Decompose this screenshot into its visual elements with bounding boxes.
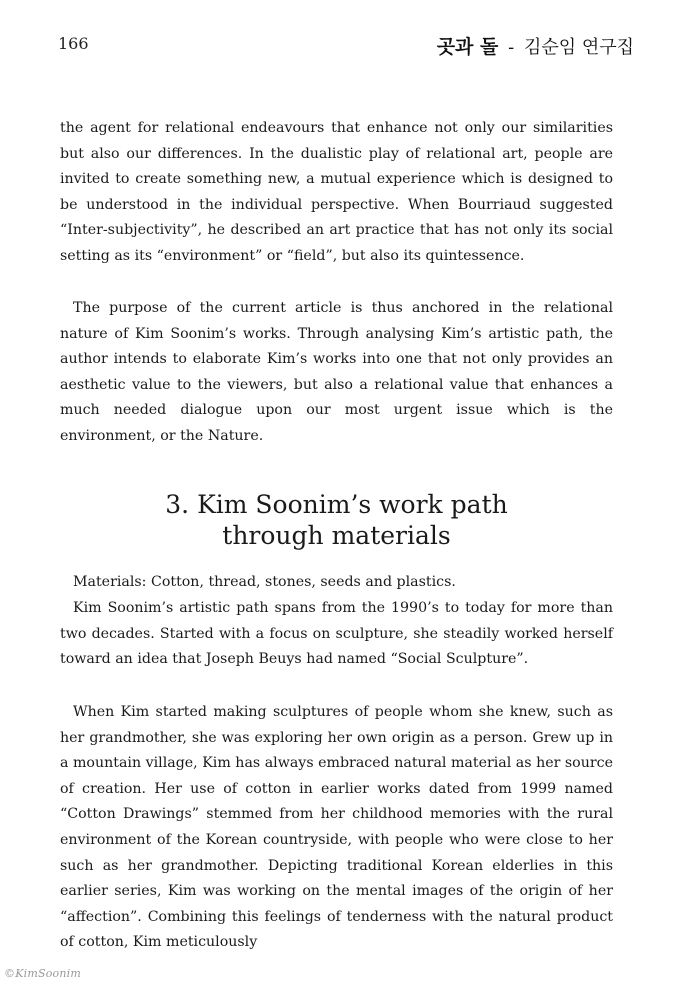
- book-title: 곳과 돌: [436, 36, 499, 58]
- copyright-watermark: ©KimSoonim: [4, 967, 81, 980]
- running-header: [437, 32, 634, 59]
- paragraph-relational-art: the agent for relational endeavours that enhance not only our similarities but also our differences. In the dualistic play of relational art, people are invited to create something new, a mutual experience which is designed to be understood in the individual perspective. When Bourriaud suggested “Inter-subjectivity”, he described an art practice that has not only its social setting as its “environment” or “field”, but also its quintessence.: [60, 120, 613, 264]
- page-number: 166: [58, 34, 89, 53]
- paragraph-article-purpose: The purpose of the current article is thus anchored in the relational nature of Kim Soonim’s works. Through analysing Kim’s artistic path, the author intends to elaborate Kim’s works into one that not only provides an aesthetic value to the viewers, but also a relational value that enhances a much needed dialogue upon our most urgent issue which is the environment, or the Nature.: [60, 300, 613, 444]
- paragraph-materials: Materials: Cotton, thread, stones, seeds and plastics.: [73, 574, 456, 590]
- paragraph-artistic-path: Kim Soonim’s artistic path spans from the 1990’s to today for more than two decades. Started with a focus on sculpture, she steadily worked herself toward an idea that Joseph Beuys had named “Social Sculpture”.: [60, 600, 613, 668]
- book-subtitle: 김순임 연구집: [523, 37, 634, 58]
- paragraph-early-works: When Kim started making sculptures of people whom she knew, such as her grandmother, she was exploring her own origin as a person. Grew up in a mountain village, Kim has always embraced natural material as her source of creation. Her use of cotton in earlier works dated from 1999 named “Cotton Drawings” stemmed from her childhood memories with the rural environment of the Korean countryside, with people who were close to her such as her grandmother. Depicting traditional Korean elderlies in this earlier series, Kim was working on the mental images of the origin of her “affection”. Combining this feelings of tenderness with the natural product of cotton, Kim meticulously: [60, 704, 613, 951]
- section-heading-line-2: through materials: [222, 521, 451, 550]
- header-separator: -: [508, 37, 515, 58]
- section-heading-line-1: 3. Kim Soonim’s work path: [165, 490, 508, 519]
- section-heading: [60, 489, 613, 551]
